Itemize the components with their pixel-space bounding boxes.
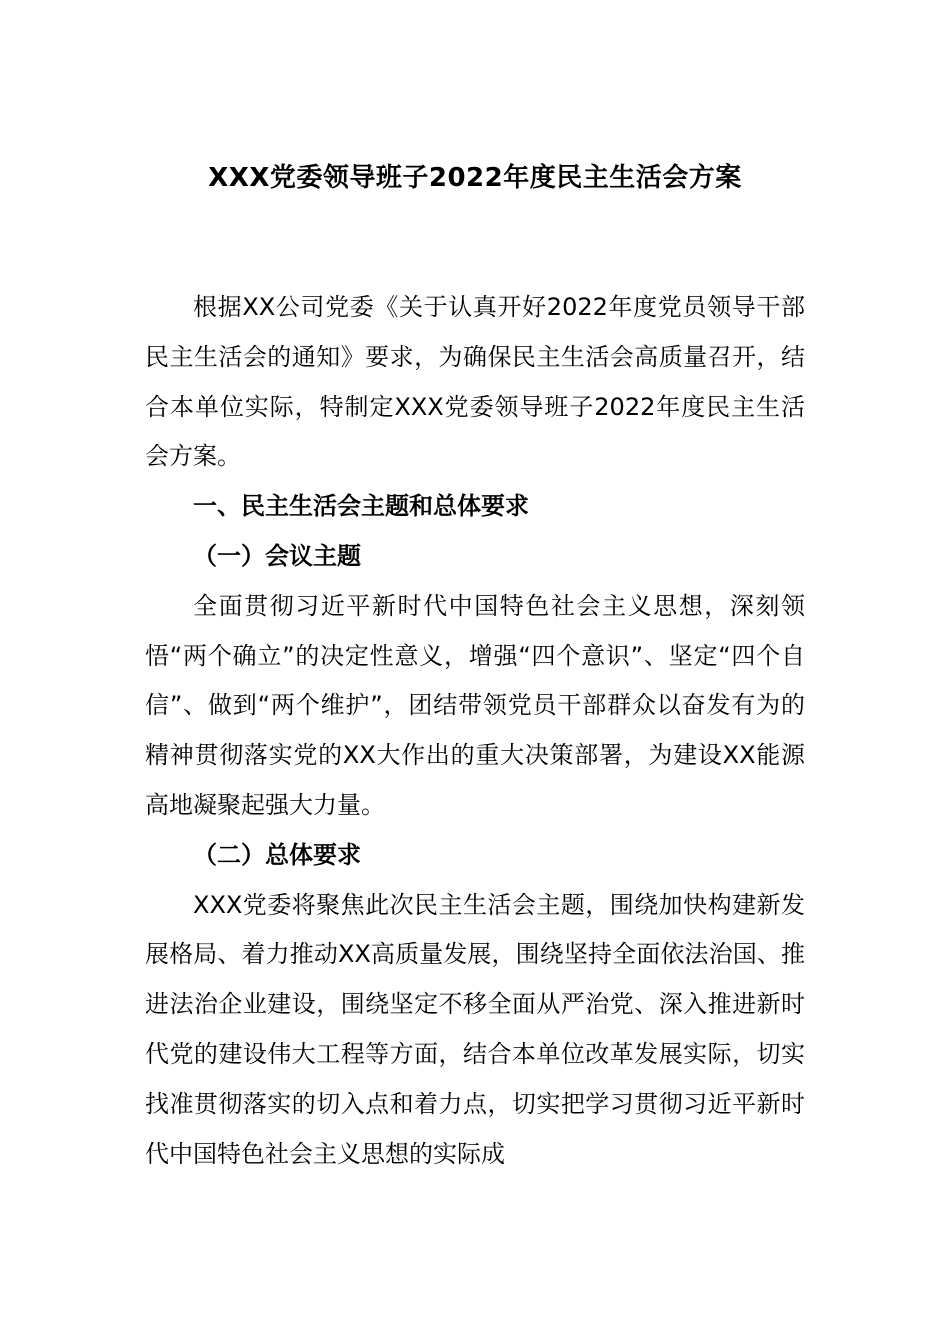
subsection-1-paragraph: 全面贯彻习近平新时代中国特色社会主义思想，深刻领悟“两个确立”的决定性意义，增强“四个意识”、坚定“四个自信”、做到“两个维护”，团结带领党员干部群众以奋发有为的精神贯彻落实党的XX大作出的重大决策部署，为建设XX能源高地凝聚起强大力量。 [145,591,805,819]
subsection-1-heading: （一）会议主题 [193,541,361,570]
document-body [145,283,805,1179]
section-1-heading: 一、民主生活会主题和总体要求 [193,492,529,521]
subsection-2-heading: （二）总体要求 [193,840,361,869]
intro-paragraph: 根据XX公司党委《关于认真开好2022年度党员领导干部民主生活会的通知》要求，为确保民主生活会高质量召开，结合本单位实际，特制定XXX党委领导班子2022年度民主生活会方案。 [145,293,805,471]
subsection-2-paragraph: XXX党委将聚焦此次民主生活会主题，围绕加快构建新发展格局、着力推动XX高质量发展，围绕坚持全面依法治国、推进法治企业建设，围绕坚定不移全面从严治党、深入推进新时代党的建设伟大工程等方面，结合本单位改革发展实际，切实找准贯彻落实的切入点和着力点，切实把学习贯彻习近平新时代中国特色社会主义思想的实际成 [145,890,805,1168]
document-title: XXX党委领导班子2022年度民主生活会方案 [208,163,742,193]
